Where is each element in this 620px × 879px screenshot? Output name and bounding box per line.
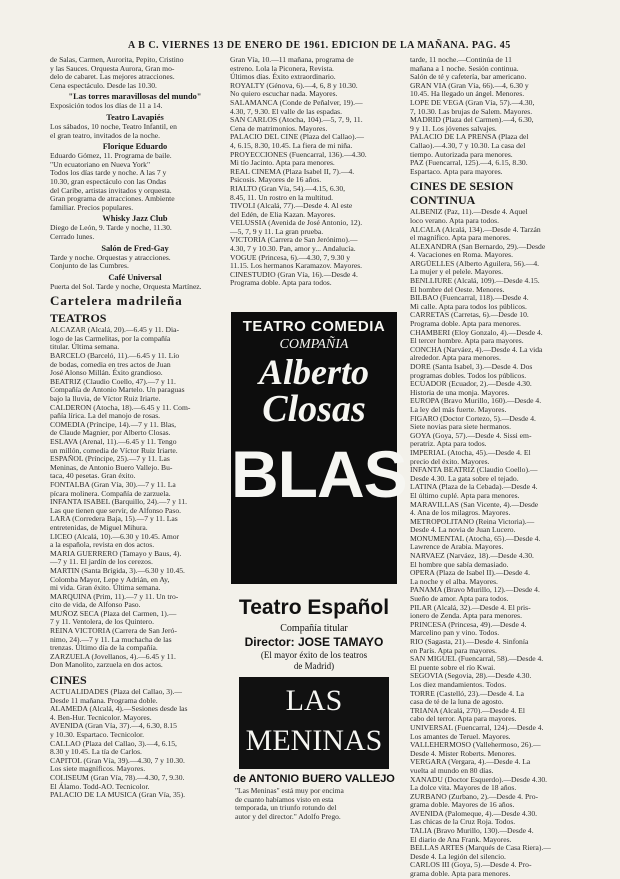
text-line: 11.15. Los hermanos Karamazov. Mayores.	[230, 261, 363, 271]
text-line: Siete novias para siete hermanos.	[410, 422, 512, 432]
text-line: RIO (Sagasta, 21).—Desde 4. Sinfonía	[410, 637, 529, 646]
text-block	[50, 283, 220, 292]
text-line: El Álamo. Todd-AO. Tecnicolor.	[50, 781, 150, 791]
text-line: tarde, 11 noche.—Continúa de 11	[410, 55, 512, 64]
text-line: SALAMANCA (Conde de Peñalver, 19).—	[230, 97, 363, 107]
text-line: ARGÜELLES (Alberto Aguilera, 56).—4.	[410, 258, 540, 268]
text-line: 4.30, 7 y 10.30. Pan, amor y... Andalucía.	[230, 244, 356, 254]
text-line: ALEXANDRA (San Bernardo, 29).—Desde	[410, 241, 546, 251]
ad-actor-first: Alberto	[258, 352, 369, 392]
text-line: ALAMEDA (Alcalá, 4).—Sesiones desde las	[50, 704, 188, 714]
text-line: COLISEUM (Gran Vía, 78).—4.30, 7, 9.30.	[50, 772, 185, 782]
text-block	[50, 254, 220, 271]
text-line: y las Sauces. Orquesta Aurora, Gran mo-	[50, 63, 175, 73]
text-line: MONUMENTAL (Atocha, 65).—Desde 4.	[410, 533, 541, 543]
text-line: Las que tienen que servir, de Alfonso Paso.	[50, 505, 182, 515]
text-line: delo de cabaret. Las mejores atracciones.	[50, 72, 175, 82]
text-line: de Salas, Carmen, Aurorita, Pepito, Cristino	[50, 55, 184, 64]
text-line: "Un ecuatoriano en Nueva York"	[50, 159, 151, 169]
text-line: Desde 4. La legión del silencio.	[410, 851, 506, 861]
text-line: a la española, revista en dos actos.	[50, 540, 155, 550]
text-line: MUÑOZ SECA (Plaza del Carmen, 1).—	[50, 608, 177, 618]
text-line: VERGARA (Vergara, 4).—Desde 4. La	[410, 757, 531, 767]
text-line: Cena de matrimonios. Mayores.	[230, 123, 328, 133]
text-line: PAZ (Fuencarral, 125).—4, 6.15, 8.30.	[410, 158, 528, 168]
text-line: Don Manolito, zarzuela en dos actos.	[50, 660, 163, 670]
text-line: COMEDIA (Príncipe, 14).—7 y 11. Blas,	[50, 419, 177, 429]
text-line: ZARZUELA (Jovellanos, 4).—6.45 y 11.	[50, 651, 176, 661]
text-line: Los sábados, 10 noche, Teatro Infantil, en	[50, 121, 177, 131]
text-line: Programa doble. Apta para menores.	[410, 319, 521, 329]
venue-heading: Salón de Fred-Gay	[101, 243, 169, 253]
text-line: METROPOLITANO (Reina Victoria).—	[410, 516, 535, 526]
text-line: MARQUINA (Prim, 11).—7 y 11. Un tro-	[50, 591, 179, 601]
text-line: Todos los días tarde y noche. A las 7 y	[50, 168, 167, 178]
text-line: GOYA (Goya, 57).—Desde 4. Sissi em-	[410, 430, 532, 440]
section-cines: CINES	[50, 673, 87, 688]
ad-blas	[231, 312, 407, 584]
text-line: bajo la lluvia, de Víctor Ruiz Iriarte.	[50, 394, 161, 404]
text-line: Salón de té y cafetería, bar americano.	[410, 72, 527, 82]
page-header: A B C. VIERNES 13 DE ENERO DE 1961. EDICION DE LA MAÑANA. PAG. 45	[128, 40, 511, 51]
text-block	[50, 56, 220, 90]
text-line: El hombre que sabía demasiado.	[410, 559, 509, 569]
text-line: TIVOLI (Alcalá, 77).—Desde 4. Al este	[230, 201, 353, 211]
ad-tagline-2: de Madrid)	[293, 661, 335, 671]
ad-director: Director: JOSE TAMAYO	[244, 635, 384, 649]
venue-heading: Teatro Lavapiés	[106, 112, 164, 122]
text-line: Compañía de Antonio Martelo. Un paraguas	[50, 385, 185, 395]
text-line: VALLEHERMOSO (Vallehermoso, 26).—	[410, 740, 541, 750]
text-line: Cerrado lunes.	[50, 231, 95, 241]
text-line: en París. Apta para mayores.	[410, 645, 497, 655]
text-line: CINESTUDIO (Gran Vía, 16).—Desde 4.	[230, 269, 358, 279]
text-line: ALBENIZ (Paz, 11).—Desde 4. Aquel	[410, 207, 528, 217]
ad-tagline: (El mayor éxito de los teatros	[260, 650, 368, 660]
text-line: loco verano. Apta para todos.	[410, 215, 499, 225]
text-line: UNIVERSAL (Fuencarral, 124).—Desde 4.	[410, 722, 544, 732]
text-line: Las chicas de la Cruz Roja. Todos.	[410, 817, 516, 827]
text-line: Mi tío Jacinto. Apta para menores.	[230, 158, 335, 168]
text-line: temporada, un triunfo rotundo del	[235, 803, 337, 813]
text-line: programas dobles. Todos los públicos.	[410, 370, 527, 380]
text-line: 4. Ana de los milagros. Mayores.	[410, 508, 511, 518]
text-line: 8.45, 11. Un rostro en la multitud.	[230, 192, 334, 202]
text-line: Desde 4.30. La gata sobre el tejado.	[410, 473, 519, 483]
text-line: Los siete magníficos. Mayores.	[50, 764, 146, 774]
ad-title-line1: LAS	[285, 684, 343, 717]
text-line: SEGOVIA (Segovia, 28).—Desde 4.30.	[410, 671, 532, 681]
text-line: un millón, comedia de Víctor Ruiz Iriarte.	[50, 445, 178, 455]
text-line: Los diez mandamientos. Todos.	[410, 679, 507, 689]
text-line: TORRE (Castelló, 23).—Desde 4. La	[410, 688, 524, 698]
ad-meninas	[231, 590, 397, 830]
text-line: SAN CARLOS (Atocha, 104).—5, 7, 9, 11.	[230, 115, 363, 125]
text-line: BARCELO (Barceló, 11).—6.45 y 11. Lío	[50, 351, 180, 361]
text-line: Eduardo Gómez, 11. Programa de baile.	[50, 151, 172, 161]
text-line: CARRETAS (Carretas, 6).—Desde 10.	[410, 310, 529, 320]
text-line: 8.30 y 10.45. La tía de Carlos.	[50, 747, 142, 757]
text-line: alrededor. Apta para menores.	[410, 353, 501, 363]
text-line: LICEO (Alcalá, 10).—6.30 y 10.45. Amor	[50, 531, 180, 541]
text-line: INFANTA BEATRIZ (Claudio Coello).—	[410, 465, 538, 475]
listings-right-b	[410, 208, 580, 878]
text-line: IMPERIAL (Atocha, 45).—Desde 4. El	[410, 447, 531, 457]
text-line: La mujer y el pelele. Mayores.	[410, 267, 503, 277]
text-line: LATINA (Plaza de la Cebada).—Desde 4.	[410, 482, 538, 492]
ad-play-title: BLAS	[231, 437, 407, 511]
text-line: titular. Última semana.	[50, 342, 120, 352]
text-line: Mi calle. Apta para todos los públicos.	[410, 301, 527, 311]
text-line: ESLAVA (Arenal, 11).—6.45 y 11. Tengo	[50, 437, 177, 446]
text-line: logo de las Carmelitas, por la compañía	[50, 333, 171, 343]
text-line: Psicosis. Mayores de 16 años.	[230, 175, 322, 185]
text-line: estreno. Lola la Piconera, Revista.	[230, 63, 334, 73]
text-line: 4.30, 7, 9.30. El valle de las espadas.	[230, 106, 342, 116]
text-line: Espartaco. Apta para mayores.	[410, 166, 503, 176]
text-line: PALACIO DEL CINE (Plaza del Callao).—	[230, 132, 364, 142]
text-line: PROYECCIONES (Fuencarral, 136).—4.30.	[230, 149, 367, 159]
text-line: DORE (Santa Isabel, 3).—Desde 4. Dos	[410, 362, 533, 371]
text-line: peratriz. Apta para todos.	[410, 439, 487, 449]
text-line: 7 y 11. Ventolera, de los Quintero.	[50, 617, 154, 627]
section-sesion-continua: CINES DE SESION CONTINUA	[410, 179, 514, 208]
text-line: La noche y el alba. Mayores.	[410, 576, 498, 586]
text-line: cabo del terror. Apta para mayores.	[410, 714, 517, 724]
text-line: LARA (Corredera Baja, 15).—7 y 11. Las	[50, 514, 178, 524]
text-line: AVENIDA (Palomeque, 4).—Desde 4.30.	[410, 808, 538, 818]
text-line: el gran teatro, invitados de la noche.	[50, 130, 161, 140]
text-line: CAPITOL (Gran Vía, 39).—4.30, 7 y 10.30.	[50, 755, 185, 765]
text-line: MADRID (Plaza del Carmen).—4, 6.30,	[410, 115, 534, 125]
text-line: REAL CINEMA (Plaza Isabel II, 7).—4.	[230, 166, 355, 176]
text-line: Gran Vía, 10.—11 mañana, programa de	[230, 55, 354, 64]
text-line: de cuanto habíamos visto en esta	[235, 794, 334, 804]
text-line: cito de vida, de Alfonso Paso.	[50, 600, 141, 610]
text-line: Puerta del Sol. Tarde y noche, Orquesta Martínez.	[50, 281, 202, 291]
text-line: Tarde y noche. Orquestas y atracciones.	[50, 252, 171, 262]
text-line: 4, 6.15, 8.30, 10.45. La fiera de mi niña.	[230, 140, 353, 150]
text-line: PALACIO DE LA MUSICA (Gran Vía, 35).	[50, 790, 185, 800]
text-line: trenzas. Último día de la compañía.	[50, 643, 158, 653]
text-block	[50, 123, 220, 140]
listings-middle	[230, 56, 400, 288]
text-line: el magnífico. Apta para menores.	[410, 233, 511, 243]
text-line: ALCALA (Alcalá, 134).—Desde 4. Tarzán	[410, 224, 541, 234]
ad-actor-last: Closas	[262, 388, 366, 430]
text-line: GRAN VIA (Gran Vía, 66).—4, 6.30 y	[410, 80, 529, 90]
text-line: PANAMA (Bravo Murillo, 12).—Desde 4.	[410, 585, 540, 595]
section-title: Cartelera madrileña	[50, 293, 183, 309]
text-line: 10.30, gran espectáculo con las Ondas	[50, 176, 167, 186]
ad-title-box	[239, 677, 389, 769]
text-line: No quiero escuchar nada. Mayores.	[230, 89, 338, 99]
text-block	[50, 224, 220, 241]
text-line: Colomba Mayor, Lepe y Adrián, en Ay,	[50, 574, 170, 584]
text-line: Sueño de amor. Apta para todos.	[410, 594, 509, 604]
text-line: CARLOS III (Goya, 5).—Desde 4. Pro-	[410, 860, 532, 870]
text-line: ECUADOR (Ecuador, 2).—Desde 4.30.	[410, 379, 532, 389]
text-line: MARTIN (Santa Brígida, 3).—6.30 y 10.45.	[50, 565, 185, 575]
text-line: Los amantes de Teruel. Mayores.	[410, 731, 511, 741]
text-line: —7 y 11. El jardín de los cerezos.	[50, 557, 153, 567]
text-line: tiempo. Autorizada para menores.	[410, 149, 513, 159]
text-line: Últimos días. Éxito extraordinario.	[230, 72, 336, 82]
text-line: taca, 40 pesetas. Gran éxito.	[50, 471, 136, 481]
text-line: VOGUE (Princesa, 6).—4.30, 7, 9.30 y	[230, 252, 351, 262]
ad-author: de ANTONIO BUERO VALLEJO	[233, 773, 395, 785]
ad-title-line2: MENINAS	[245, 724, 383, 757]
text-line: PRINCESA (Princesa, 49).—Desde 4.	[410, 619, 527, 629]
text-line: —5, 7, 9 y 11. La gran prueba.	[230, 226, 324, 236]
listings-right-a	[410, 56, 580, 176]
text-line: José Alonso Millán. Éxito grandioso.	[50, 368, 163, 378]
text-line: CALDERON (Atocha, 18).—6.45 y 11. Com-	[50, 402, 191, 412]
text-line: Marcelino pan y vino. Todos.	[410, 628, 500, 638]
text-line: SAN MIGUEL (Fuencarral, 58).—Desde 4.	[410, 654, 544, 664]
text-line: LOPE DE VEGA (Gran Vía, 57).—4.30,	[410, 97, 535, 107]
text-line: grama doble. Apta para menores.	[410, 869, 511, 879]
text-line: PILAR (Alcalá, 32).—Desde 4. El pris-	[410, 602, 531, 612]
column-left	[50, 56, 220, 831]
text-block	[50, 102, 220, 111]
text-line: MARIA GUERRERO (Tamayo y Baus, 4).	[50, 548, 182, 558]
section-teatros: TEATROS	[50, 311, 107, 326]
text-line: 4. Vacaciones en Roma. Mayores.	[410, 250, 513, 260]
text-line: pañía lírica. La del manojo de rosas.	[50, 411, 161, 421]
ad-theatre-name: TEATRO COMEDIA	[242, 318, 386, 335]
ad-company: COMPAÑIA	[279, 337, 349, 352]
text-line: entretenidas, de Miguel Mihura.	[50, 522, 148, 532]
text-line: del Caribe, artistas invitados y orquesta.	[50, 185, 172, 195]
text-line: XANADU (Doctor Esquerdo).—Desde 4.30.	[410, 774, 548, 784]
text-line: Desde 4. La novia de Juan Lucero.	[410, 525, 516, 535]
text-line: BILBAO (Fuencarral, 118).—Desde 4.	[410, 293, 529, 303]
text-line: AVENIDA (Gran Vía, 37).—4, 6.30, 8.15	[50, 721, 177, 731]
text-line: Programa doble. Apta para todos.	[230, 278, 332, 288]
text-line: FIGARO (Doctor Cortezo, 5).—Desde 4.	[410, 413, 536, 423]
text-line: VICTORIA (Carrera de San Jerónimo).—	[230, 235, 358, 245]
text-line: ALCAZAR (Alcalá, 20).—6.45 y 11. Dia-	[50, 325, 179, 335]
text-line: FONTALBA (Gran Vía, 30).—7 y 11. La	[50, 479, 176, 489]
text-line: La dolce vita. Mayores de 18 años.	[410, 783, 517, 793]
venue-heading: Florique Eduardo	[102, 142, 168, 152]
text-line: casa de té de la luna de agosto.	[410, 697, 504, 707]
text-line: ESPAÑOL (Príncipe, 25).—7 y 11. Las	[50, 454, 170, 464]
text-line: Lawrence de Arabia. Mayores.	[410, 542, 504, 552]
text-line: TALIA (Bravo Murillo, 130).—Desde 4.	[410, 826, 534, 836]
listings-cines	[50, 688, 220, 800]
ad-company: Compañía titular	[280, 623, 348, 634]
text-line: 10.45. Ha llegado un ángel. Menores.	[410, 89, 525, 99]
text-line: precio del éxito. Mayores.	[410, 456, 490, 466]
text-line: El último cuplé. Apta para menores.	[410, 490, 520, 500]
column-right	[410, 55, 580, 879]
text-line: OPERA (Plaza de Isabel II).—Desde 4.	[410, 568, 530, 578]
text-line: La ley del más fuerte. Mayores.	[410, 404, 507, 414]
text-line: Historia de una monja. Mayores.	[410, 387, 510, 397]
text-line: Exposición todos los días de 11 a 14.	[50, 101, 163, 111]
text-line: 4. Ben-Hur. Tecnicolor. Mayores.	[50, 712, 152, 722]
text-line: REINA VICTORIA (Carrera de San Jeró-	[50, 626, 177, 636]
text-line: ionero de Zenda. Apta para menores.	[410, 611, 522, 621]
text-line: BEATRIZ (Claudio Coello, 47).—7 y 11.	[50, 376, 176, 386]
text-line: Desde 4. Mister Roberts. Menores.	[410, 748, 517, 758]
text-line: y 10.30. Espartaco. Tecnicolor.	[50, 730, 145, 739]
text-line: pícara molinera. Compañía de zarzuela.	[50, 488, 171, 498]
text-line: de bodas, comedia en tres actos de Juan	[50, 359, 171, 369]
text-line: El diario de Ana Frank. Mayores.	[410, 834, 512, 844]
text-line: mi vida. Gran éxito. Última semana.	[50, 583, 161, 593]
text-line: MARAVILLAS (San Vicente, 4).—Desde	[410, 499, 539, 509]
text-line: 9 y 11. Los jóvenes salvajes.	[410, 123, 497, 133]
text-line: Desde 11 mañana. Programa doble.	[50, 695, 158, 705]
text-line: 7, 10.30. Las brujas de Salem. Mayores.	[410, 106, 533, 116]
text-line: Meninas, de Antonio Buero Vallejo. Bu-	[50, 462, 173, 472]
text-line: El puente sobre el río Kwai.	[410, 662, 496, 672]
text-line: nimo, 24).—7 y 11. La muchacha de las	[50, 634, 172, 644]
ad-review-quote	[231, 787, 397, 821]
text-line: familiar. Precios populares.	[50, 202, 134, 212]
text-line: El hombre del Oeste. Menores.	[410, 284, 505, 294]
text-line: Conjunto de las Cumbres.	[50, 261, 129, 271]
ad-theatre-name: Teatro Español	[238, 596, 390, 619]
text-line: RIALTO (Gran Vía, 54).—4.15, 6.30,	[230, 183, 346, 193]
text-line: Diego de León, 9. Tarde y noche, 11.30.	[50, 223, 172, 233]
text-line: VELUSSIA (Avenida de José Antonio, 12).	[230, 218, 363, 228]
text-line: vuelta al mundo en 80 días.	[410, 765, 494, 775]
text-block	[50, 152, 220, 212]
listings-teatros	[50, 326, 220, 670]
column-middle	[230, 56, 400, 306]
text-line: Gran programa de atracciones. Ambiente	[50, 194, 175, 204]
text-line: "Las Meninas" está muy por encima	[235, 786, 344, 795]
venue-heading: Whisky Jazz Club	[102, 214, 168, 224]
text-line: EUROPA (Bravo Murillo, 160).—Desde 4.	[410, 396, 542, 406]
text-line: del Edén, de Elia Kazan. Mayores.	[230, 209, 336, 219]
venue-heading: Café Universal	[108, 272, 162, 282]
venue-heading: "Las torres maravillosas del mundo"	[68, 92, 202, 102]
text-line: Callao).—4.30, 7 y 10.30. La casa del	[410, 140, 526, 150]
text-line: ZURBANO (Zurbano, 2).—Desde 4. Pro-	[410, 791, 539, 801]
text-line: BENLLIURE (Alcalá, 109).—Desde 4.15.	[410, 276, 540, 286]
text-line: Cena espectáculo. Desde las 10.30.	[50, 80, 157, 90]
text-line: mañana a 1 noche. Sesión continua.	[410, 63, 519, 73]
text-line: CALLAO (Plaza del Callao, 3).—4, 6.15,	[50, 738, 177, 748]
text-line: TRIANA (Alcalá, 270).—Desde 4. El	[410, 705, 525, 715]
text-line: ROYALTY (Génova, 6).—4, 6, 8 y 10.30.	[230, 80, 358, 90]
text-line: El tercer hombre. Apta para mayores.	[410, 336, 524, 346]
text-line: de Claude Magnier, por Alberto Closas.	[50, 428, 171, 438]
text-line: CHAMBERI (Eloy Gonzalo, 4).—Desde 4.	[410, 327, 543, 337]
text-line: NARVAEZ (Narváez, 18).—Desde 4.30.	[410, 551, 534, 561]
text-line: BELLAS ARTES (Marqués de Casa Riera).—	[410, 843, 551, 853]
text-line: grama doble. Mayores de 16 años.	[410, 800, 515, 810]
text-line: CONCHA (Narváez, 4).—Desde 4. La vida	[410, 344, 543, 354]
text-line: autor y del director." Adolfo Prego.	[235, 811, 341, 821]
text-line: ACTUALIDADES (Plaza del Callao, 3).—	[50, 687, 183, 697]
text-line: PALACIO DE LA PRENSA (Plaza del	[410, 132, 529, 142]
text-line: INFANTA ISABEL (Barquillo, 24).—7 y 11.	[50, 497, 188, 507]
